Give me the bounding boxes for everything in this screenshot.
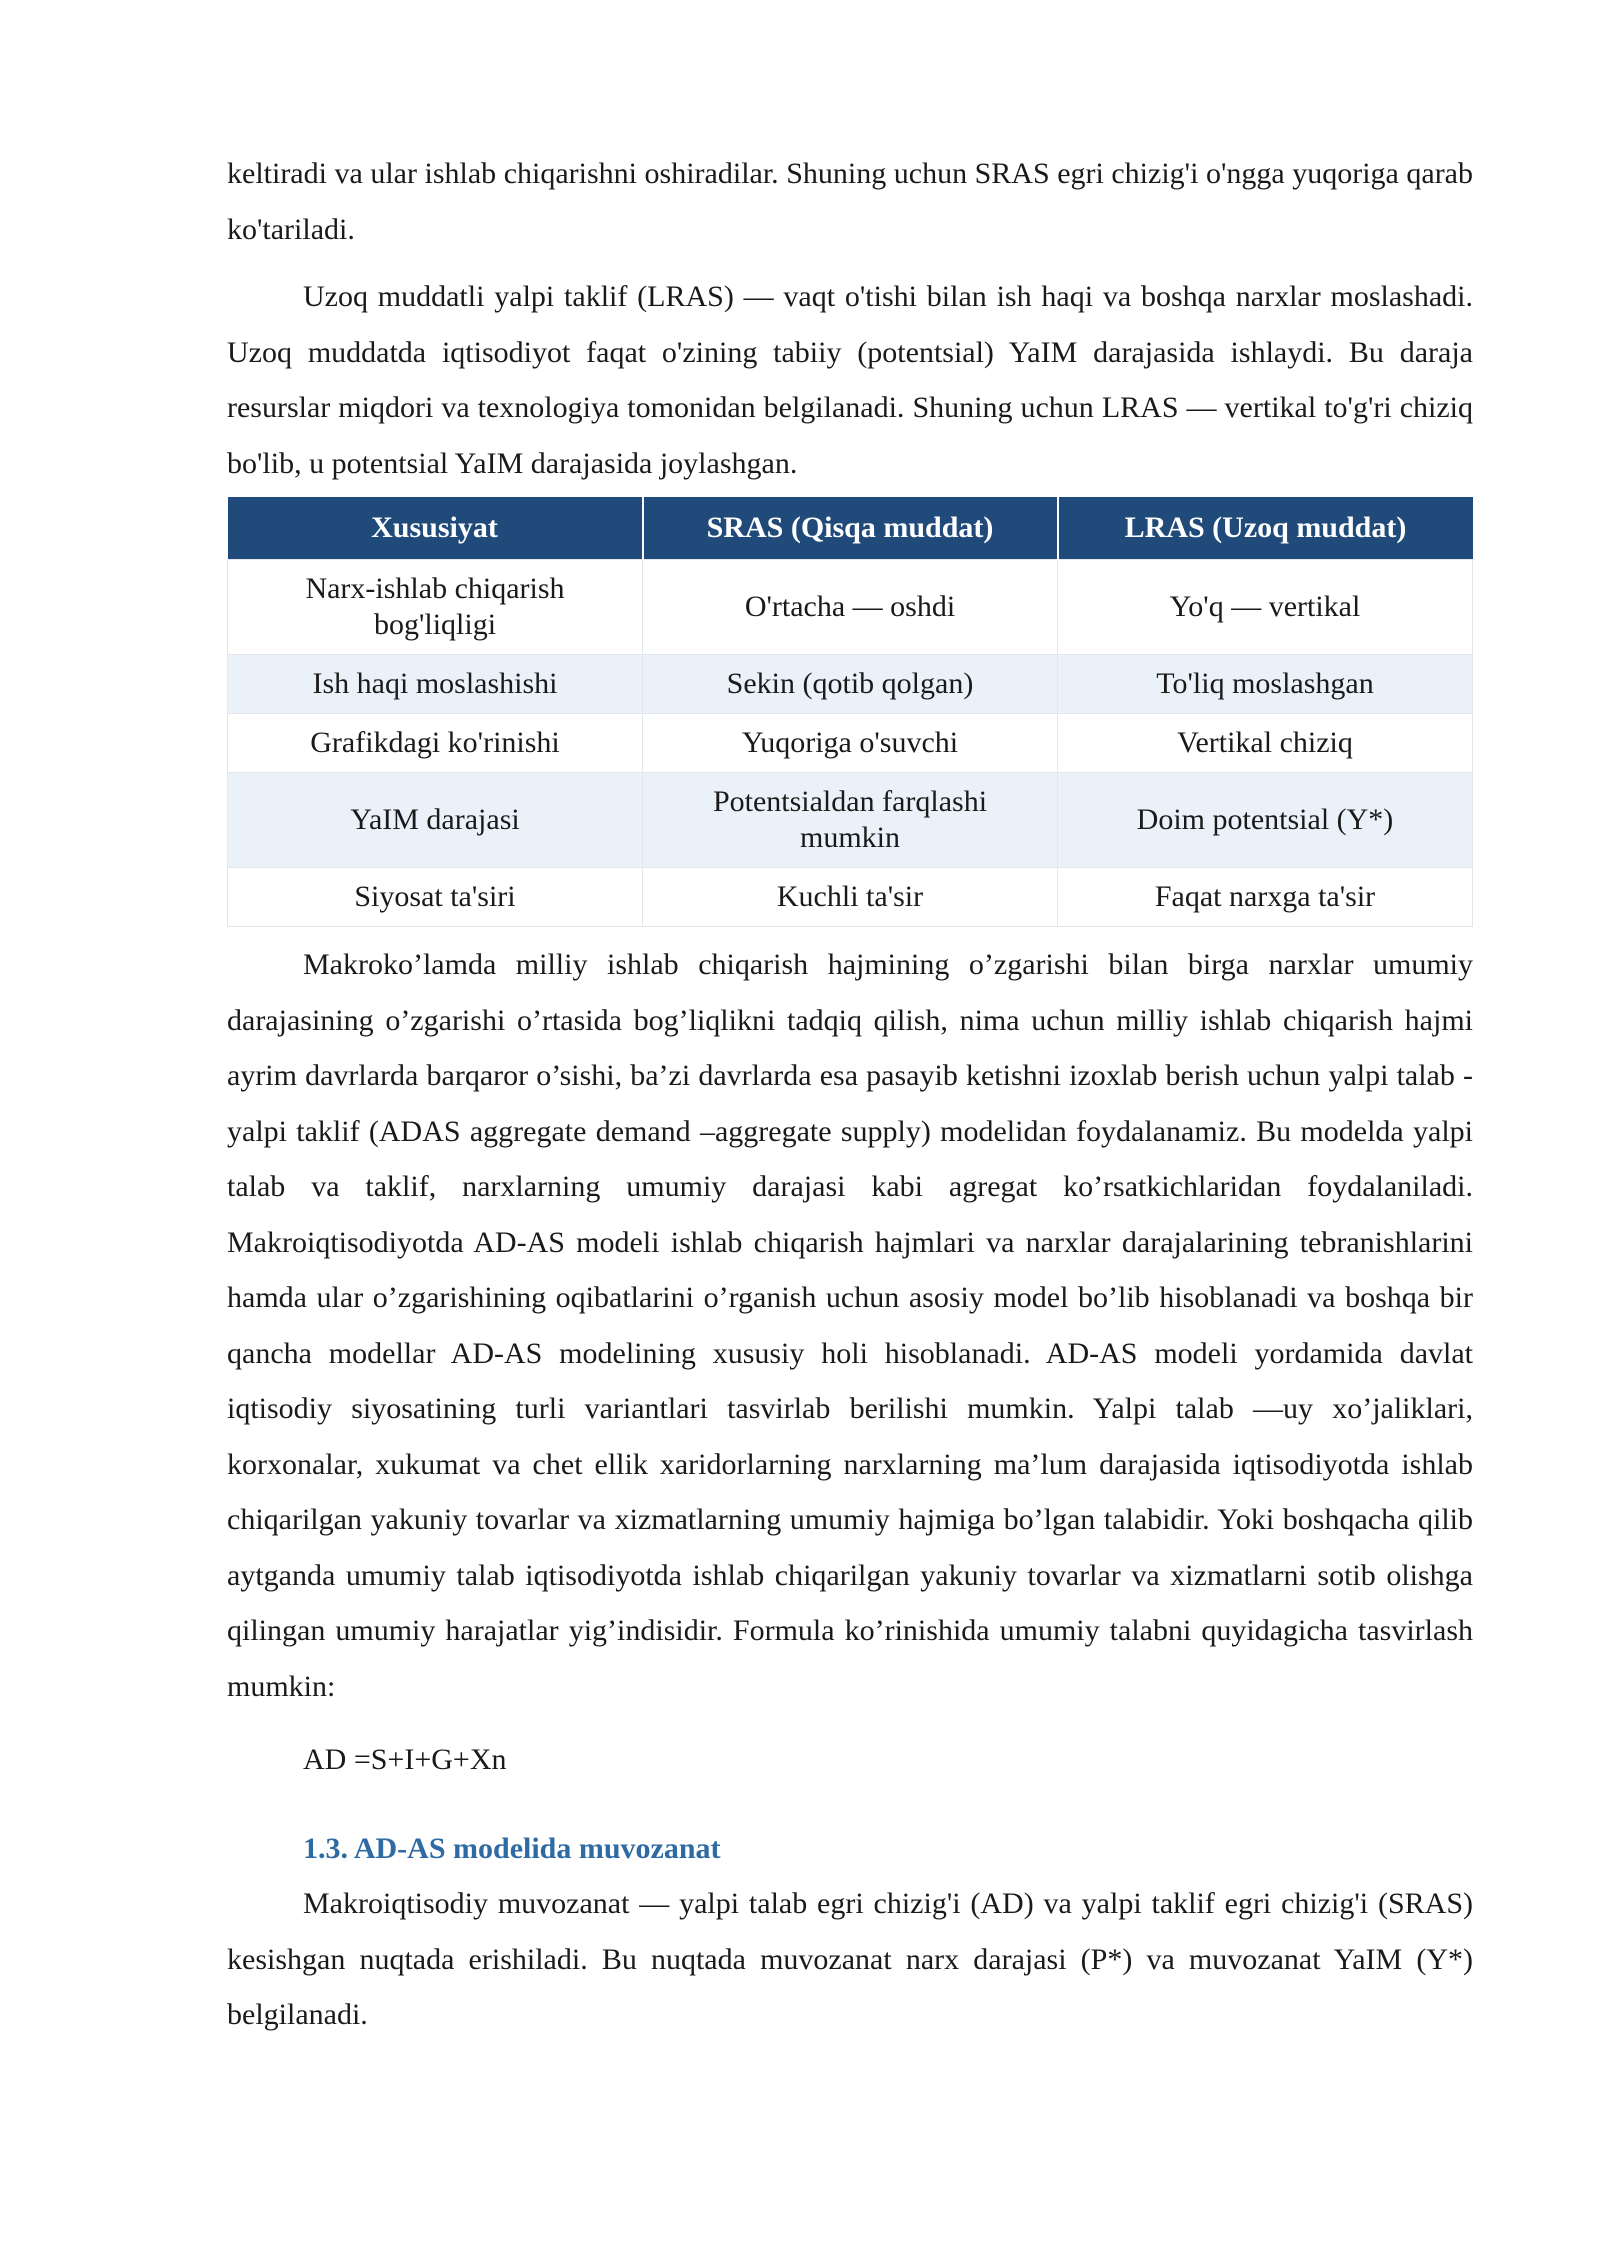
table-cell: Kuchli ta'sir: [643, 868, 1058, 927]
table-row: [228, 773, 1473, 868]
table-cell: Siyosat ta'siri: [228, 868, 643, 927]
table-cell: Narx-ishlab chiqarish bog'liqligi: [228, 560, 643, 655]
paragraph-sras-end: keltiradi va ular ishlab chiqarishni oshiradilar. Shuning uchun SRAS egri chizig'i o'ngga yuqoriga qarab ko'tariladi.: [227, 157, 1473, 246]
table-cell: Grafikdagi ko'rinishi: [228, 714, 643, 773]
table-row: [228, 868, 1473, 927]
table-cell: To'liq moslashgan: [1058, 655, 1473, 714]
column-header-feature: Xususiyat: [228, 497, 643, 560]
table-cell: YaIM darajasi: [228, 773, 643, 868]
column-header-lras: LRAS (Uzoq muddat): [1058, 497, 1473, 560]
table-cell: Sekin (qotib qolgan): [643, 655, 1058, 714]
table-cell: O'rtacha — oshdi: [643, 560, 1058, 655]
paragraph-equilibrium: Makroiqtisodiy muvozanat — yalpi talab egri chizig'i (AD) va yalpi taklif egri chizig'i (SRAS) kesishgan nuqtada erishiladi. Bu nuqtada muvozanat narx darajasi (P*) va muvozanat YaIM (Y*) belgilanadi.: [227, 1887, 1473, 2031]
comparison-table: [227, 497, 1473, 927]
formula-ad: AD =S+I+G+Xn: [303, 1743, 507, 1776]
document-page: [227, 146, 1473, 2043]
table-row: [228, 560, 1473, 655]
paragraph-lras: Uzoq muddatli yalpi taklif (LRAS) — vaqt o'tishi bilan ish haqi va boshqa narxlar moslashadi. Uzoq muddatda iqtisodiyot faqat o'zining tabiiy (potentsial) YaIM darajasida ishlaydi. Bu daraja resurslar miqdori va texnologiya tomonidan belgilanadi. Shuning uchun LRAS — vertikal to'g'ri chiziq bo'lib, u potentsial YaIM darajasida joylashgan.: [227, 280, 1473, 480]
table-cell: Potentsialdan farqlashi mumkin: [643, 773, 1058, 868]
table-cell: Faqat narxga ta'sir: [1058, 868, 1473, 927]
table-row: [228, 655, 1473, 714]
table-header-row: [228, 497, 1473, 560]
table-cell: Ish haqi moslashishi: [228, 655, 643, 714]
table-cell: Vertikal chiziq: [1058, 714, 1473, 773]
column-header-sras: SRAS (Qisqa muddat): [643, 497, 1058, 560]
table-cell: Yuqoriga o'suvchi: [643, 714, 1058, 773]
table-cell: Doim potentsial (Y*): [1058, 773, 1473, 868]
table-row: [228, 714, 1473, 773]
table-cell: Yo'q — vertikal: [1058, 560, 1473, 655]
paragraph-adas-model: Makroko’lamda milliy ishlab chiqarish hajmining o’zgarishi bilan birga narxlar umumiy darajasining o’zgarishi o’rtasida bog’liqlikni tadqiq qilish, nima uchun milliy ishlab chiqarish hajmi ayrim davrlarda barqaror o’sishi, ba’zi davrlarda esa pasayib ketishni izoxlab berish uchun yalpi talab -yalpi taklif (ADAS aggregate demand –aggregate supply) modelidan foydalanamiz. Bu modelda yalpi talab va taklif, narxlarning umumiy darajasi kabi agregat ko’rsatkichlaridan foydalaniladi. Makroiqtisodiyotda AD-AS modeli ishlab chiqarish hajmlari va narxlar darajalarining tebranishlarini hamda ular o’zgarishining oqibatlarini o’rganish uchun asosiy model bo’lib hisoblanadi va boshqa bir qancha modellar AD-AS modelining xususiy holi hisoblanadi. AD-AS modeli yordamida davlat iqtisodiy siyosatining turli variantlari tasvirlab berilishi mumkin. Yalpi talab —uy xo’jaliklari, korxonalar, xukumat va chet ellik xaridorlarning narxlarning ma’lum darajasida iqtisodiyotda ishlab chiqarilgan yakuniy tovarlar va xizmatlarning umumiy hajmiga bo’lgan talabidir. Yoki boshqacha qilib aytganda umumiy talab iqtisodiyotda ishlab chiqarilgan yakuniy tovarlar va xizmatlarni sotib olishga qilingan umumiy harajatlar yig’indisidir. Formula ko’rinishida umumiy talabni quyidagicha tasvirlash mumkin:: [227, 948, 1473, 1703]
section-heading: 1.3. AD-AS modelida muvozanat: [303, 1832, 721, 1865]
